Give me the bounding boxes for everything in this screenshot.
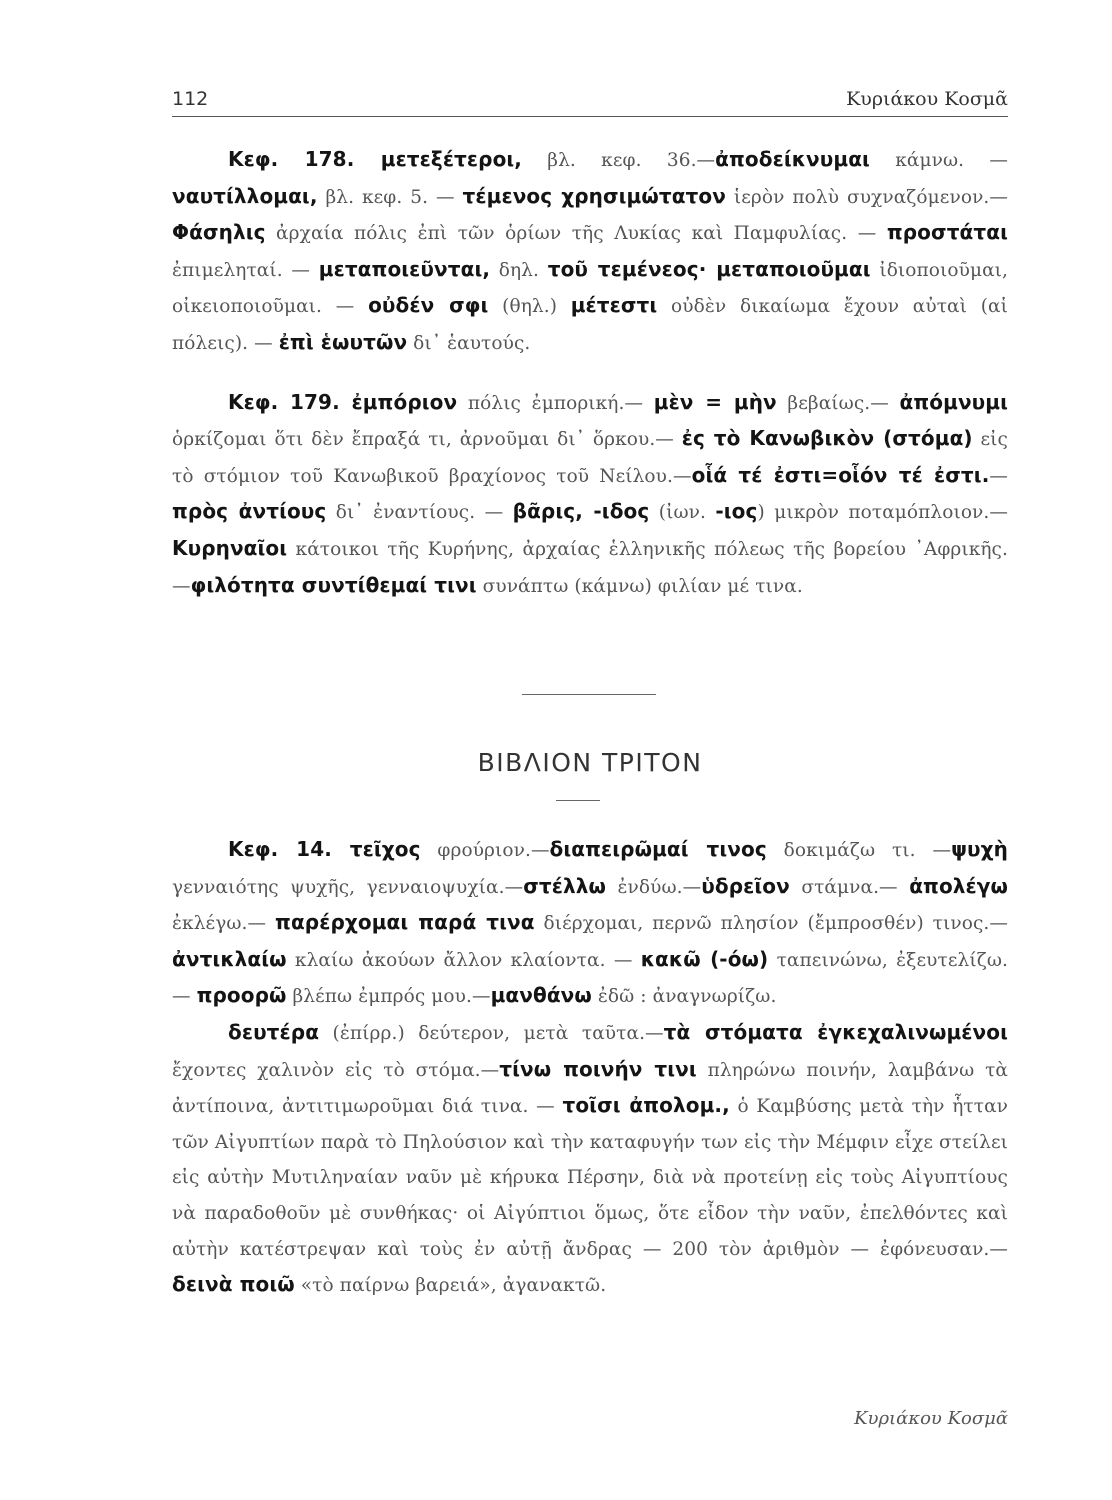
gloss: κάμνω. — [869,150,1009,171]
gloss: ἰδιοποιοῦμαι, οἰκειοποιοῦμαι. — [172,259,1009,318]
gloss: (θηλ.) [488,296,571,318]
gloss: γενναιότης ψυχῆς, γενναιοψυχία.— [172,876,524,898]
gloss: ὁ Καμβύσης μετὰ τὴν ἧτταν τῶν Αἰγυπτίων παρὰ τὸ Πηλούσιον καὶ τὴν καταφυγήν των εἰς τὴν Μέμφιν εἶχε στείλει εἰς αὐτὴν Μυτιληναίαν ναῦν μὲ κήρυκα Πέρσην, διὰ νὰ προτείνῃ εἰς τοὺς Αἰγυπτίους νὰ παραδοθοῦν μὲ συνθήκας· οἱ Αἰγύπτιοι ὅμως, ὅτε εἶδον τὴν ναῦν, ἐπελθόντες καὶ αὐτὴν κατέστρεψαν καὶ τοὺς ἐν αὐτῇ ἄνδρας — 200 τὸν ἀριθμὸν — ἐφόνευσαν.— [172,1096,1009,1260]
headword: Κεφ. 178. μετεξέτεροι, [228,147,522,171]
gloss: βλ. κεφ. 36.— [522,150,716,171]
gloss: ἐδῶ : ἀναγνωρίζω. [591,986,777,1008]
gloss: ἱερὸν πολὺ συχναζόμενον.— [725,186,1008,208]
gloss: κλαίω ἀκούων ἄλλον κλαίοντα. — [286,949,641,971]
section-book-three [172,832,1008,1304]
gloss: δι᾽ ἐναντίους. — [326,502,513,524]
gloss: ἐνδύω.— [605,876,702,898]
running-title: Κυριάκου Κοσμᾶ [846,88,1008,110]
paragraph-chapter-14 [172,832,1008,1015]
headword: ἐς τὸ Κανωβικὸν (στόμα) [681,426,973,451]
headword: ὑδρεῖον [701,873,790,898]
gloss: ) μικρὸν ποταμόπλοιον.— [757,502,1008,524]
headword: οὐδέν σφι [368,293,489,318]
headword: προορῶ [196,983,287,1008]
gloss: ἀρχαία πόλις ἐπὶ τῶν ὁρίων τῆς Λυκίας καὶ Παμφυλίας. — [265,223,887,245]
gloss: συνάπτω (κάμνω) φιλίαν μέ τινα. [476,575,803,597]
headword: τοῦ τεμένεος· μεταποιοῦμαι [547,256,871,281]
gloss: πόλις ἐμπορική.— [457,392,654,414]
headword: μὲν = μὴν [653,389,777,414]
headword: δευτέρα [228,1019,320,1044]
gloss: στάμνα.— [789,876,910,898]
gloss: ἔχοντες χαλινὸν εἰς τὸ στόμα.— [172,1059,500,1081]
headword: στέλλω [523,873,606,898]
section-divider [522,694,656,695]
headword: ναυτίλλομαι, [172,183,318,208]
gloss: δοκιμάζω τι. — [766,840,952,861]
headword: μεταποιεῦνται, [318,256,491,281]
headword: οἷά τέ ἐστι=οἷόν τέ ἐστι. [691,462,990,487]
gloss: βλ. κεφ. 5. — [317,186,463,208]
gloss: εἰς τὸ στόμιον τοῦ Κανωβικοῦ βραχίονος τοῦ Νείλου.— [172,429,1008,487]
headword: προστάται [886,220,1008,245]
headword: πρὸς ἀντίους [172,499,327,524]
gloss: ταπεινώνω, ἐξευτελίζω. — [172,949,1008,1008]
headword: βᾶρις, -ιδος [512,499,650,524]
gloss: διέρχομαι, περνῶ πλησίον (ἔμπροσθέν) τινος.— [534,913,1008,935]
headword: διαπειρῶμαί τινος [549,837,767,861]
gloss: φρούριον.— [420,840,550,861]
paragraph-chapter-14-cont [172,1015,1008,1304]
gloss: «τὸ παίρνω βαρειά», ἀγανακτῶ. [294,1275,607,1297]
headword: ἀπολέγω [909,873,1008,898]
page-number: 112 [172,88,209,110]
gloss: ἐκλέγω.— [172,913,276,935]
running-header [172,88,1008,118]
headword: τοῖσι ἀπολομ., [562,1093,730,1118]
headword: ἐπὶ ἑωυτῶν [278,329,408,354]
headword: Κεφ. 179. ἐμπόριον [228,389,458,414]
header-rule [172,116,1008,117]
headword: ἀποδείκνυμαι [715,147,870,171]
headword: -ιος [715,499,758,524]
footer-signature: Κυριάκου Κοσμᾶ [854,1408,1008,1429]
gloss: βλέπω ἐμπρός μου.— [286,986,491,1008]
gloss: — [989,465,1009,487]
headword: Κεφ. 14. τεῖχος [228,837,421,861]
headword: παρέρχομαι παρά τινα [275,910,535,935]
headword: δεινὰ ποιῶ [172,1272,295,1297]
book-title: ΒΙΒΛΙΟΝ ΤΡΙΤΟΝ [477,748,703,777]
gloss: (ἐπίρρ.) δεύτερον, μετὰ ταῦτα.— [319,1022,664,1044]
headword: Φάσηλις [172,220,266,245]
gloss: οὐδὲν δικαίωμα ἔχουν αὐταὶ (αἱ πόλεις). — [172,296,1008,354]
headword: κακῶ (-όω) [640,946,769,971]
gloss: πληρώνω ποινήν, λαμβάνω τὰ ἀντίποινα, ἀντιτιμωροῦμαι διά τινα. — [172,1059,1008,1118]
headword: ἀντικλαίω [172,946,287,971]
headword: φιλότητα συντίθεμαί τινι [190,572,477,597]
gloss: ὁρκίζομαι ὅτι δὲν ἔπραξά τι, ἀρνοῦμαι δι᾽ ὅρκου.— [172,429,682,451]
gloss: δι᾽ ἑαυτούς. [407,332,531,354]
headword: τίνω ποινήν τινι [499,1056,697,1081]
title-divider [556,800,600,801]
headword: ἀπόμνυμι [899,389,1009,414]
headword: Κυρηναῖοι [172,535,288,560]
gloss: ἐπιμεληταί. — [172,259,319,281]
gloss: κάτοικοι τῆς Κυρήνης, ἀρχαίας ἑλληνικῆς πόλεως τῆς βορείου ᾿Αφρικῆς. — [172,538,1008,597]
headword: τέμενος χρησιμώτατον [462,183,726,208]
headword: ψυχὴ [951,837,1008,861]
headword: τὰ στόματα ἐγκεχαλινωμένοι [663,1019,1008,1044]
gloss: δηλ. [490,259,548,281]
section-book-two [172,142,1008,604]
paragraph-chapter-179 [172,385,1008,605]
paragraph-chapter-178 [172,142,1008,362]
headword: μέτεστι [570,293,658,318]
gloss: (ἰων. [649,502,716,524]
gloss: βεβαίως.— [776,392,900,414]
headword: μανθάνω [490,983,592,1008]
